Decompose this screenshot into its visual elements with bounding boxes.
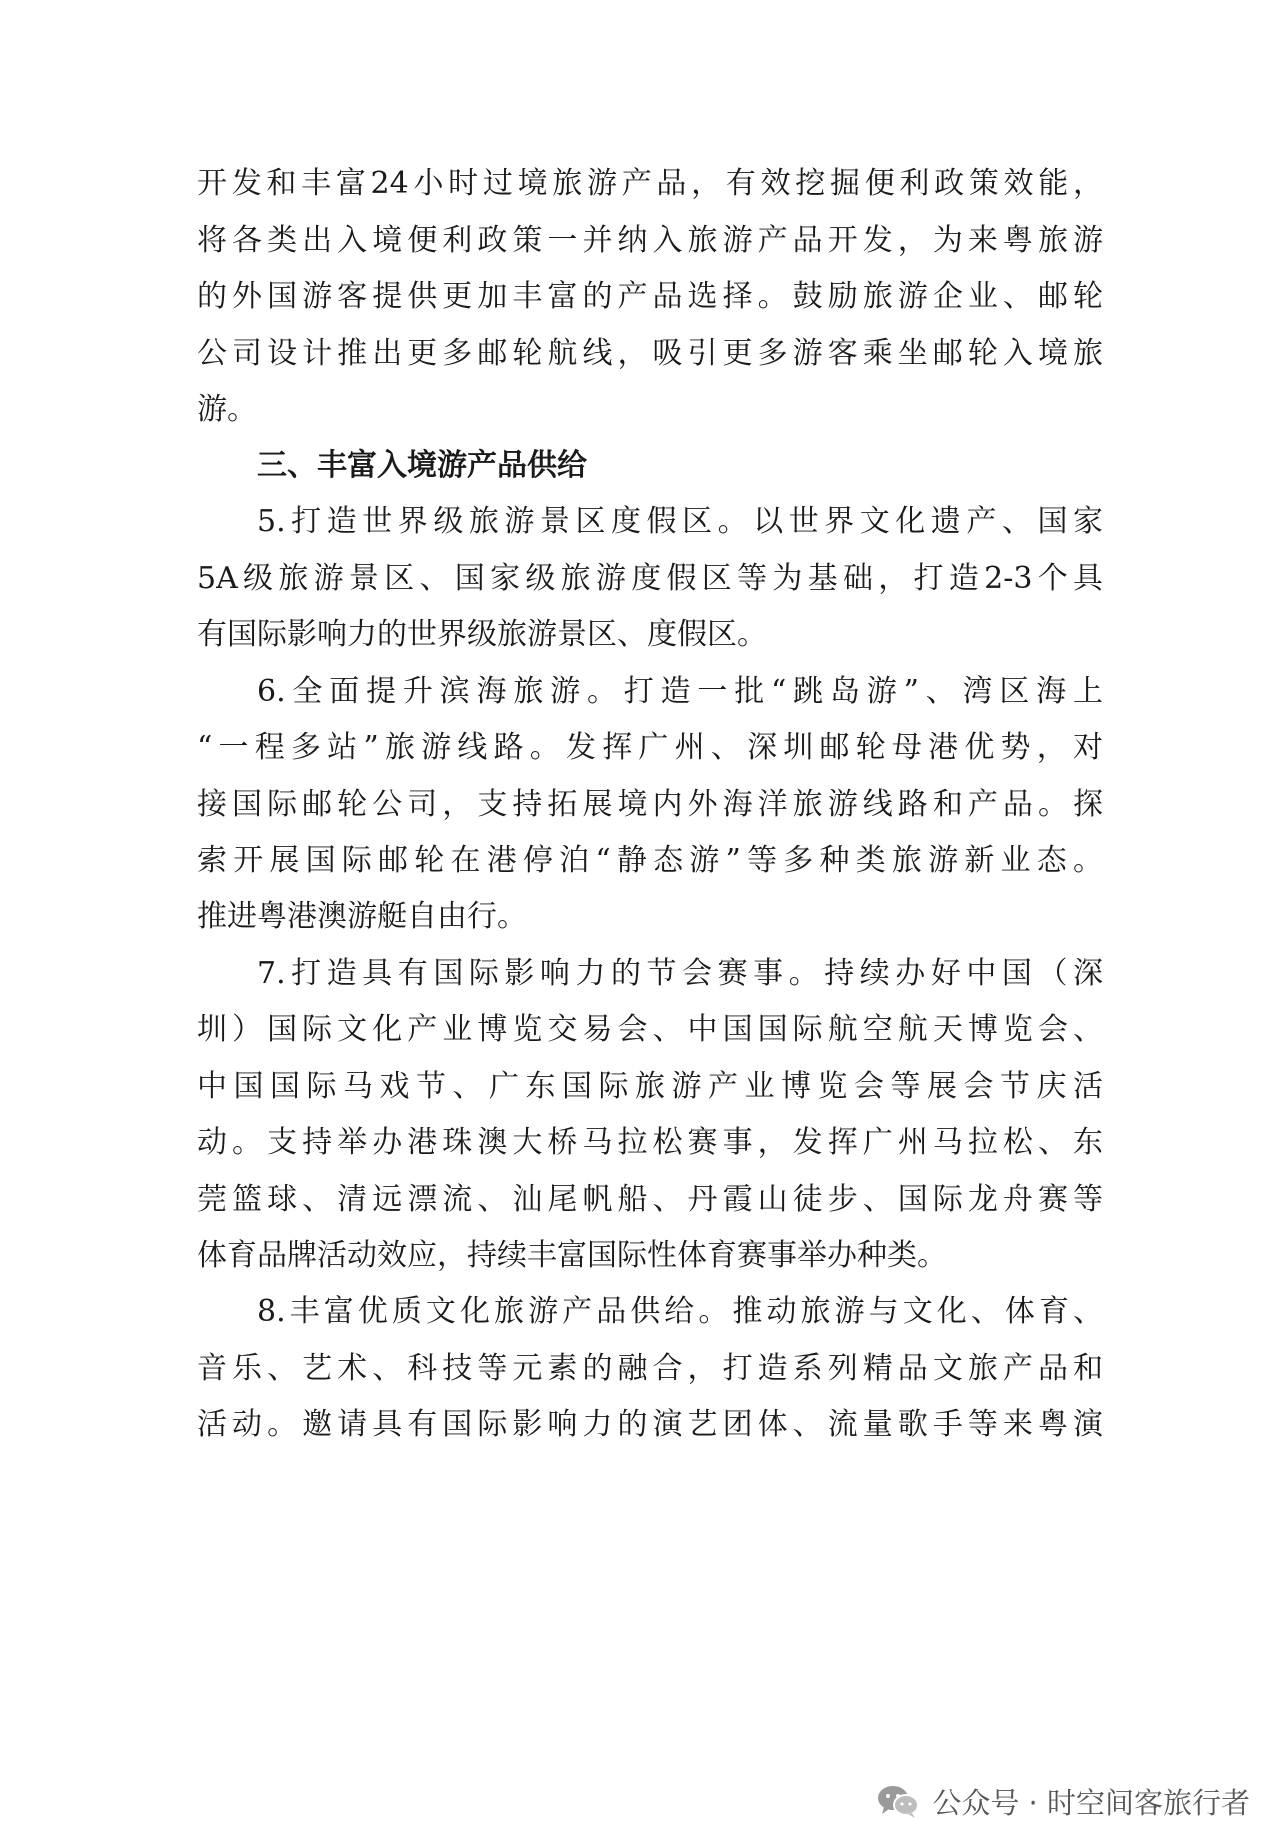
text-line: 音乐、艺术、科技等元素的融合，打造系列精品文旅产品和 (197, 1351, 1103, 1386)
text-line: 5A级旅游景区、国家级旅游度假区等为基础，打造2-3个具 (197, 561, 1103, 596)
wechat-icon (876, 1783, 920, 1819)
text-line: 8.丰富优质文化旅游产品供给。推动旅游与文化、体育、 (257, 1294, 1103, 1329)
text-line: 将各类出入境便利政策一并纳入旅游产品开发，为来粤旅游 (197, 223, 1103, 258)
text-line: 有国际影响力的世界级旅游景区、度假区。 (197, 617, 767, 652)
text-line: 活动。邀请具有国际影响力的演艺团体、流量歌手等来粤演 (197, 1407, 1103, 1442)
text-line: 7.打造具有国际影响力的节会赛事。持续办好中国（深 (257, 956, 1103, 991)
text-line: “一程多站”旅游线路。发挥广州、深圳邮轮母港优势，对 (197, 730, 1103, 765)
text-line: 体育品牌活动效应，持续丰富国际性体育赛事举办种类。 (197, 1238, 947, 1273)
text-line: 接国际邮轮公司，支持拓展境内外海洋旅游线路和产品。探 (197, 787, 1103, 822)
text-line: 莞篮球、清远漂流、汕尾帆船、丹霞山徒步、国际龙舟赛等 (197, 1182, 1103, 1217)
text-line: 中国国际马戏节、广东国际旅游产业博览会等展会节庆活 (197, 1069, 1103, 1104)
text-line: 游。 (197, 392, 257, 427)
text-line: 圳）国际文化产业博览交易会、中国国际航空航天博览会、 (197, 1012, 1103, 1047)
text-line: 开发和丰富24小时过境旅游产品，有效挖掘便利政策效能， (197, 166, 1103, 201)
watermark (876, 1784, 1250, 1818)
text-line: 动。支持举办港珠澳大桥马拉松赛事，发挥广州马拉松、东 (197, 1125, 1103, 1160)
text-line: 的外国游客提供更加丰富的产品选择。鼓励旅游企业、邮轮 (197, 279, 1103, 314)
text-line: 公司设计推出更多邮轮航线，吸引更多游客乘坐邮轮入境旅 (197, 336, 1103, 371)
text-line: 5.打造世界级旅游景区度假区。以世界文化遗产、国家 (257, 504, 1103, 539)
text-line: 推进粤港澳游艇自由行。 (197, 899, 527, 934)
text-line: 索开展国际邮轮在港停泊“静态游”等多种类旅游新业态。 (197, 843, 1103, 878)
section-heading: 三、丰富入境游产品供给 (257, 448, 587, 483)
watermark-text: 公众号 · 时空间客旅行者 (932, 1785, 1250, 1820)
text-line: 6.全面提升滨海旅游。打造一批“跳岛游”、湾区海上 (257, 674, 1103, 709)
